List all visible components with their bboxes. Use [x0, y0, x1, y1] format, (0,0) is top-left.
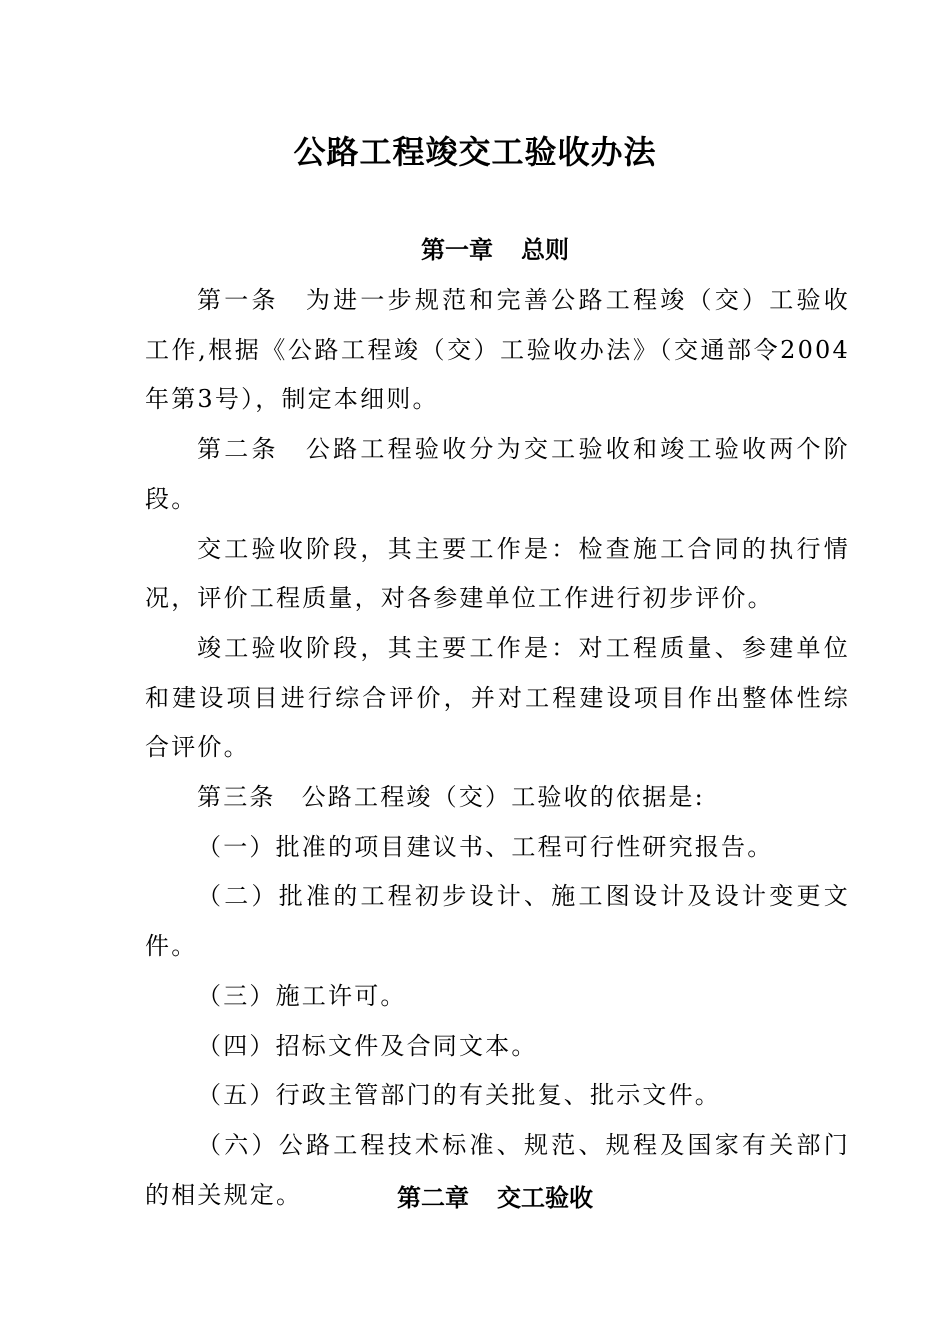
basis-item-5: （五）行政主管部门的有关批复、批示文件。 [197, 1081, 721, 1110]
paragraph-handover-stage: 交工验收阶段，其主要工作是：检查施工合同的执行情况，评价工程质量，对各参建单位工作进行初步评价。 [145, 534, 850, 613]
article-text: 公路工程验收分为交工验收和竣工验收两个阶段。 [145, 435, 850, 513]
article-3 [145, 773, 850, 823]
basis-item-3: （三）施工许可。 [197, 981, 407, 1010]
article-text: 为进一步规范和完善公路工程竣（交）工验收工作,根据《公路工程竣（交）工验收办法》（交通部令2004年第3号），制定本细则。 [145, 286, 850, 414]
chapter-number: 第二章 [397, 1183, 469, 1212]
chapter-number: 第一章 [421, 235, 493, 264]
article-text: 公路工程竣（交）工验收的依据是: [301, 783, 705, 812]
document-title: 公路工程竣交工验收办法 [293, 133, 657, 171]
chapter-name: 交工验收 [497, 1183, 593, 1212]
document-body [145, 276, 850, 1220]
chapter-heading-2 [0, 1180, 950, 1216]
article-1 [145, 276, 850, 425]
chapter-heading-1 [0, 232, 950, 268]
article-2 [145, 425, 850, 524]
article-number: 第三条 [197, 783, 276, 812]
basis-item-2: （二）批准的工程初步设计、施工图设计及设计变更文件。 [145, 882, 850, 961]
basis-item-4: （四）招标文件及合同文本。 [197, 1031, 538, 1060]
paragraph-completion-stage: 竣工验收阶段，其主要工作是：对工程质量、参建单位和建设项目进行综合评价，并对工程建设项目作出整体性综合评价。 [145, 633, 850, 762]
basis-item-6: （六）公路工程技术标准、规范、规程及国家有关部门的相关规定。 [145, 1130, 850, 1209]
article-number: 第一条 [197, 286, 279, 314]
chapter-name: 总则 [521, 235, 569, 264]
article-number: 第二条 [197, 435, 279, 464]
basis-item-1: （一）批准的项目建议书、工程可行性研究报告。 [197, 832, 774, 861]
